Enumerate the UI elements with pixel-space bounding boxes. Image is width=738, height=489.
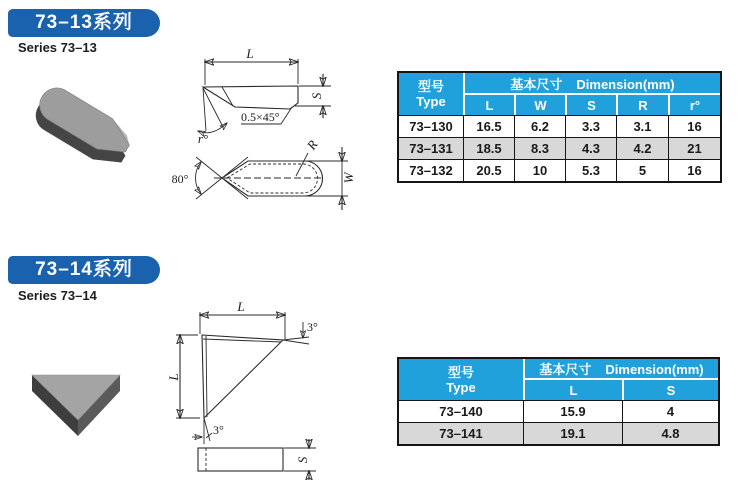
top-angle-label: 3° bbox=[307, 320, 318, 334]
col-S: S bbox=[622, 380, 718, 400]
side-view-plate-outline bbox=[198, 448, 283, 471]
bottom-angle-label: 3° bbox=[213, 423, 224, 437]
dim-label-W: W bbox=[341, 172, 356, 184]
insert-73-14-photo bbox=[15, 352, 155, 447]
series-73-14-banner bbox=[8, 256, 160, 284]
table-row: 73–131 18.5 8.3 4.3 4.2 21 bbox=[399, 137, 720, 159]
top-view-outline bbox=[214, 161, 324, 196]
col-L: L bbox=[463, 95, 514, 115]
series-73-13-banner bbox=[8, 9, 160, 37]
drawing-73-14-side-view bbox=[185, 435, 325, 485]
insert-73-13-shape bbox=[28, 82, 139, 173]
front-view-outline bbox=[202, 335, 283, 418]
col-W: W bbox=[514, 95, 565, 115]
series-73-13-banner-label: 73–13系列 bbox=[35, 12, 133, 33]
dim-label-L-top: L bbox=[237, 299, 245, 314]
col-R: R bbox=[616, 95, 668, 115]
side-view-outline bbox=[203, 86, 298, 109]
table-row: 73–130 16.5 6.2 3.3 3.1 16 bbox=[399, 115, 720, 137]
insert-73-13-photo bbox=[15, 70, 155, 175]
col-L: L bbox=[523, 380, 622, 400]
table-row: 73–140 15.9 4 bbox=[399, 400, 718, 422]
dimension-table-73-14 bbox=[397, 357, 720, 446]
type-column-header: 型号 Type bbox=[399, 73, 463, 115]
dimension-header: 基本尺寸 Dimension(mm) bbox=[463, 73, 720, 95]
dimension-table-73-13 bbox=[397, 71, 722, 183]
series-73-14-subtitle: Series 73–14 bbox=[18, 288, 97, 303]
dim-label-L-left: L bbox=[166, 373, 181, 381]
drawing-73-13-top-view bbox=[168, 138, 360, 216]
dim-label-S: S bbox=[309, 92, 324, 100]
dim-label-S-plate: S bbox=[295, 456, 310, 464]
insert-73-14-shape bbox=[32, 375, 120, 436]
relief-angle-label: r° bbox=[197, 131, 209, 146]
drawing-73-14-front-view bbox=[150, 292, 328, 450]
type-column-header: 型号 Type bbox=[399, 359, 523, 400]
chamfer-label: 0.5×45° bbox=[241, 110, 280, 124]
table-row: 73–141 19.1 4.8 bbox=[399, 422, 718, 444]
col-r: r° bbox=[668, 95, 720, 115]
series-73-14-banner-label: 73–14系列 bbox=[35, 259, 133, 280]
dim-label-L: L bbox=[246, 46, 254, 61]
col-S: S bbox=[565, 95, 616, 115]
tip-angle-label: 80° bbox=[171, 172, 189, 186]
series-73-13-subtitle: Series 73–13 bbox=[18, 40, 97, 55]
radius-label: R bbox=[303, 137, 321, 153]
table-row: 73–132 20.5 10 5.3 5 16 bbox=[399, 159, 720, 181]
dimension-header: 基本尺寸 Dimension(mm) bbox=[523, 359, 718, 380]
drawing-73-13-side-view bbox=[180, 45, 345, 150]
